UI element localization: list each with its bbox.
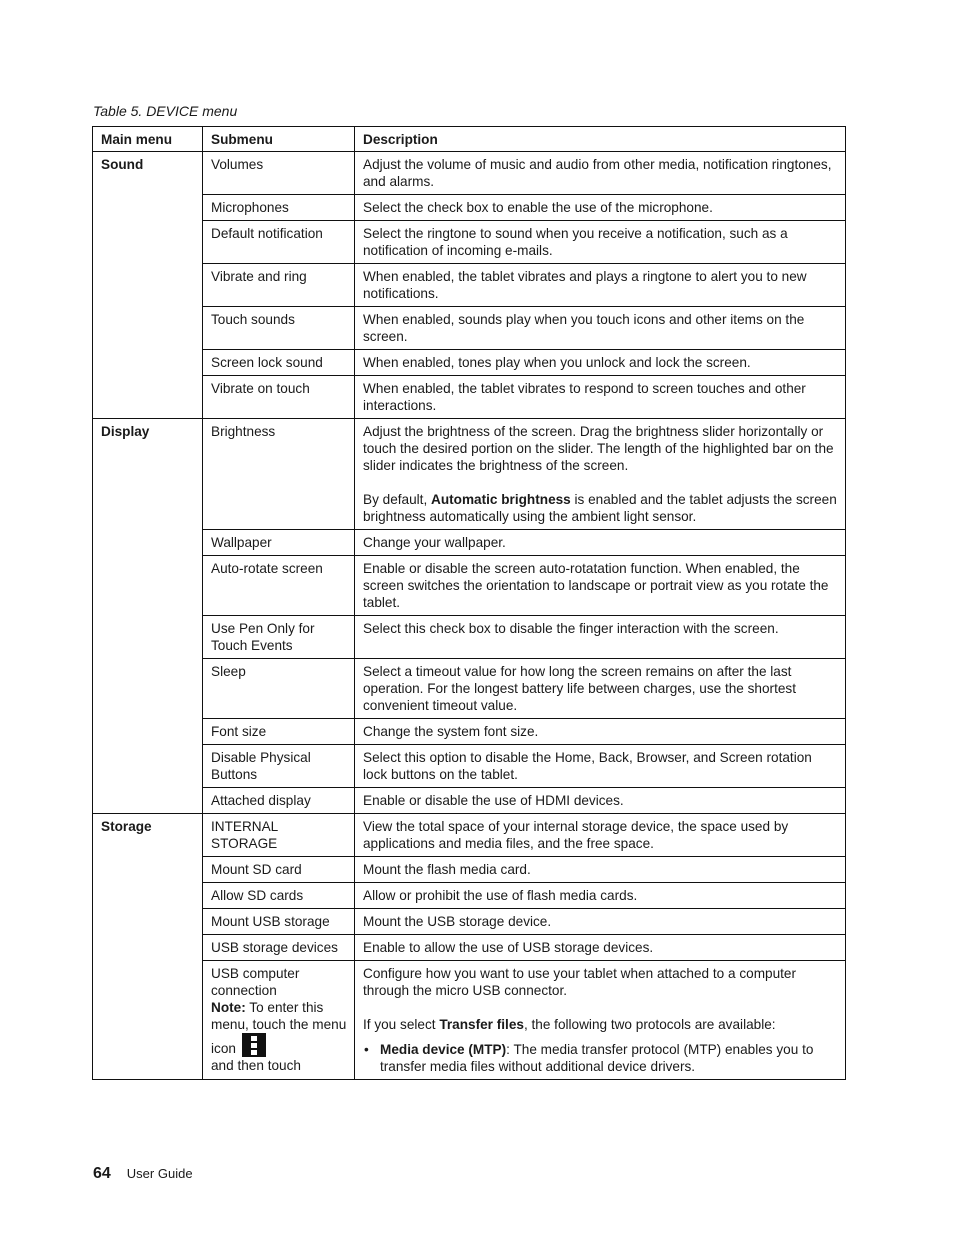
table-header-row <box>93 127 846 152</box>
table-row <box>93 556 846 616</box>
submenu-cell: Attached display <box>203 788 355 814</box>
description-cell: Change your wallpaper. <box>355 530 846 556</box>
description-cell: When enabled, sounds play when you touch icons and other items on the screen. <box>355 307 846 350</box>
submenu-cell <box>203 961 355 1080</box>
table-row <box>93 152 846 195</box>
submenu-label: USB computer connection <box>211 966 300 998</box>
description-cell: Change the system font size. <box>355 719 846 745</box>
description-cell: Mount the USB storage device. <box>355 909 846 935</box>
table-row <box>93 745 846 788</box>
submenu-cell: Auto-rotate screen <box>203 556 355 616</box>
table-row <box>93 961 846 1080</box>
submenu-cell: USB storage devices <box>203 935 355 961</box>
table-row <box>93 419 846 530</box>
table-row <box>93 350 846 376</box>
text-run: : The media transfer protocol (MTP) enables you to transfer media files without additional device drivers. <box>380 1042 814 1074</box>
description-cell: Select the ringtone to sound when you receive a notification, such as a notification of incoming e-mails. <box>355 221 846 264</box>
submenu-cell: Touch sounds <box>203 307 355 350</box>
bullet-mark: • <box>364 1042 369 1057</box>
note-tail: and then touch <box>211 1058 301 1073</box>
text-run: is enabled and the tablet adjusts the screen brightness automatically using the ambient light sensor. <box>363 492 837 524</box>
submenu-cell: Microphones <box>203 195 355 221</box>
submenu-cell: Volumes <box>203 152 355 195</box>
table-row <box>93 659 846 719</box>
description-cell: Adjust the volume of music and audio from other media, notification ringtones, and alarms. <box>355 152 846 195</box>
description-paragraph: Configure how you want to use your tablet when attached to a computer through the micro USB connector. <box>363 966 796 998</box>
submenu-cell: Allow SD cards <box>203 883 355 909</box>
description-paragraph <box>363 1016 838 1033</box>
description-cell: Allow or prohibit the use of flash media cards. <box>355 883 846 909</box>
bold-term: Transfer files <box>439 1017 524 1032</box>
main-menu-sound: Sound <box>93 152 203 419</box>
description-paragraph: Adjust the brightness of the screen. Drag the brightness slider horizontally or touch the desired portion on the slider. The length of the highlighted bar on the slider indicates the brightness of the screen. <box>363 424 834 473</box>
main-menu-display: Display <box>93 419 203 814</box>
description-cell: When enabled, the tablet vibrates and plays a ringtone to alert you to new notifications. <box>355 264 846 307</box>
text-run: By default, <box>363 492 432 507</box>
page-number: 64 <box>93 1165 111 1182</box>
table-row <box>93 788 846 814</box>
list-item <box>363 1041 838 1075</box>
text-run: If you select <box>363 1017 440 1032</box>
table-row <box>93 221 846 264</box>
submenu-cell: Default notification <box>203 221 355 264</box>
device-menu-table <box>92 126 846 1080</box>
header-description: Description <box>355 127 846 152</box>
description-cell: View the total space of your internal storage device, the space used by applications and media files, and the free space. <box>355 814 846 857</box>
submenu-cell: INTERNAL STORAGE <box>203 814 355 857</box>
submenu-cell: Sleep <box>203 659 355 719</box>
submenu-cell: Mount SD card <box>203 857 355 883</box>
table-row <box>93 264 846 307</box>
submenu-cell: Vibrate and ring <box>203 264 355 307</box>
table-row <box>93 719 846 745</box>
description-cell: Select this check box to disable the finger interaction with the screen. <box>355 616 846 659</box>
table-row <box>93 376 846 419</box>
page-footer <box>93 1165 193 1183</box>
description-cell: Select the check box to enable the use of the microphone. <box>355 195 846 221</box>
submenu-cell: Vibrate on touch <box>203 376 355 419</box>
submenu-cell: Wallpaper <box>203 530 355 556</box>
submenu-cell: Disable Physical Buttons <box>203 745 355 788</box>
kebab-menu-icon <box>242 1033 266 1057</box>
description-cell <box>355 419 846 530</box>
description-cell: Select a timeout value for how long the screen remains on after the last operation. For the longest battery life between charges, use the shortest convenient timeout value. <box>355 659 846 719</box>
table-row <box>93 857 846 883</box>
table-row <box>93 814 846 857</box>
description-cell: Enable or disable the screen auto-rotatation function. When enabled, the screen switches the orientation to landscape or portrait view as you rotate the tablet. <box>355 556 846 616</box>
table-caption: Table 5. DEVICE menu <box>93 103 238 119</box>
table-row <box>93 883 846 909</box>
text-run: To enter this menu, touch the menu icon <box>211 1000 347 1056</box>
description-paragraph <box>363 491 838 525</box>
description-cell: Mount the flash media card. <box>355 857 846 883</box>
submenu-cell: Font size <box>203 719 355 745</box>
table-row <box>93 935 846 961</box>
document-title: User Guide <box>126 1166 193 1181</box>
table-row <box>93 195 846 221</box>
table-row <box>93 530 846 556</box>
header-submenu: Submenu <box>203 127 355 152</box>
description-cell: Select this option to disable the Home, Back, Browser, and Screen rotation lock buttons on the tablet. <box>355 745 846 788</box>
description-cell <box>355 961 846 1080</box>
note-text <box>211 999 347 1057</box>
bold-term: Media device (MTP) <box>380 1042 507 1057</box>
description-cell: When enabled, tones play when you unlock and lock the screen. <box>355 350 846 376</box>
note-label: Note: <box>211 1000 246 1015</box>
description-cell: Enable or disable the use of HDMI devices. <box>355 788 846 814</box>
text-run: , the following two protocols are available: <box>523 1017 776 1032</box>
table-row <box>93 616 846 659</box>
description-cell: Enable to allow the use of USB storage devices. <box>355 935 846 961</box>
submenu-cell: Screen lock sound <box>203 350 355 376</box>
submenu-cell: Use Pen Only for Touch Events <box>203 616 355 659</box>
main-menu-storage: Storage <box>93 814 203 1080</box>
header-main-menu: Main menu <box>93 127 203 152</box>
table-row <box>93 307 846 350</box>
submenu-cell: Brightness <box>203 419 355 530</box>
submenu-cell: Mount USB storage <box>203 909 355 935</box>
description-cell: When enabled, the tablet vibrates to respond to screen touches and other interactions. <box>355 376 846 419</box>
table-row <box>93 909 846 935</box>
bold-term: Automatic brightness <box>431 492 571 507</box>
